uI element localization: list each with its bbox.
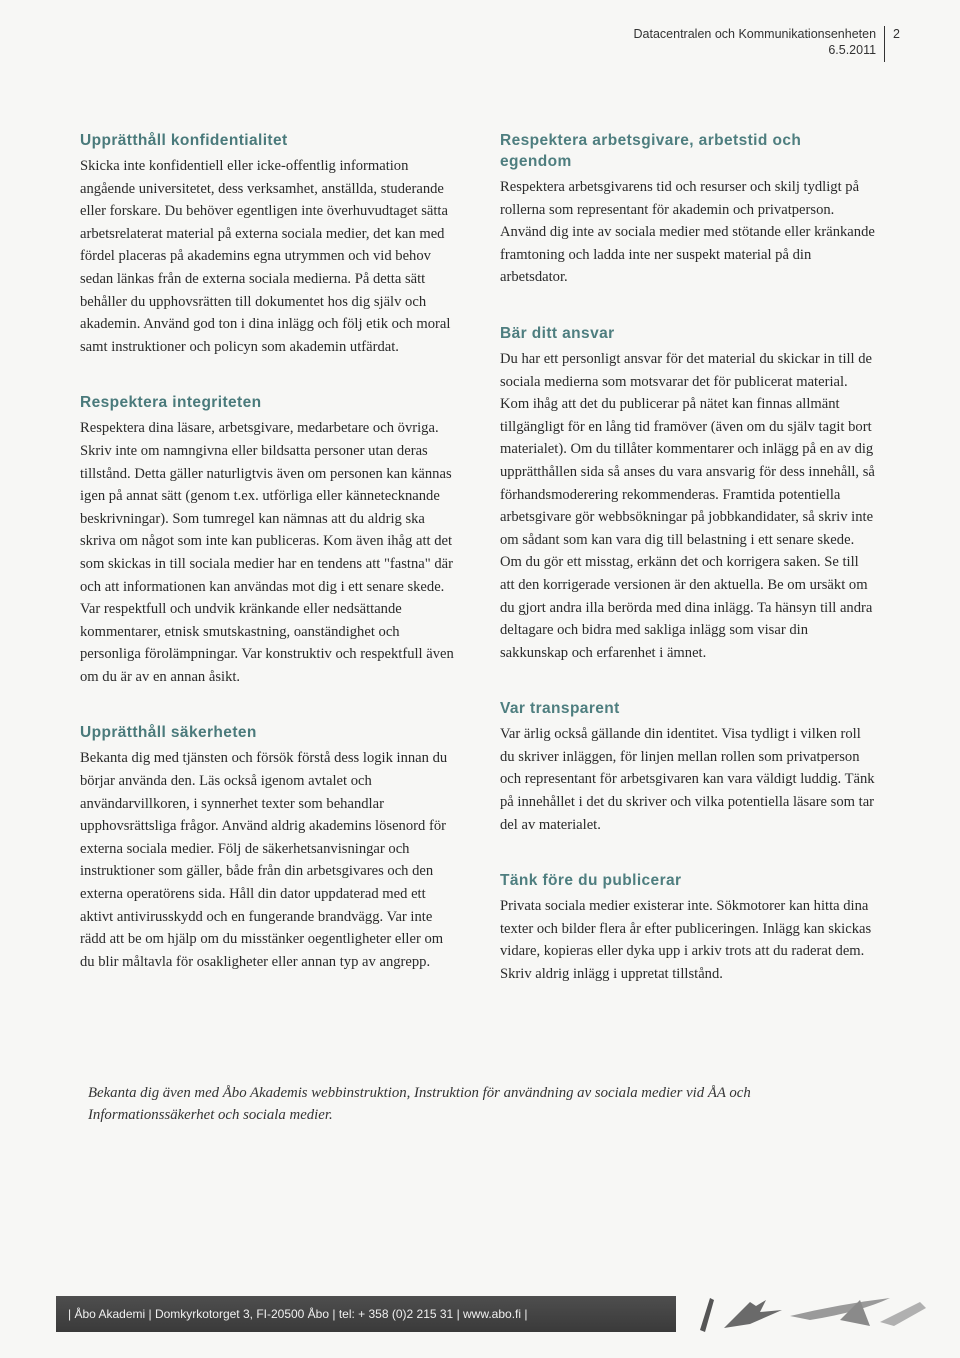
section-transparent (500, 698, 875, 836)
section-heading: Upprätthåll säkerheten (80, 724, 257, 742)
section-heading: Tänk före du publicerar (500, 872, 682, 890)
header-organization: Datacentralen och Kommunikationsenheten (633, 27, 877, 41)
section-body: Respektera dina läsare, arbetsgivare, medarbetare och övriga. Skriv inte om namngivna eller bildsatta personer utan deras tillstånd. Detta gäller naturligtvis även om personen kan kännas igen på annat sätt (genom t.ex. utförliga eller kännetecknande beskrivningar). Som tumregel kan nämnas att du aldrig ska skriva om något som inte kan publiceras. Kom även ihåg att det som skickas in till sociala medier har en tendens att "fastna" där och att informationen kan användas mot dig i ett senare skede. Var respektfull och undvik kränkande eller nedsättande kommentarer, etnisk smutskastning, oanständighet och personliga förolämpningar. Var konstruktiv och respektfull även om du är av en annan åsikt. (80, 420, 454, 685)
section-ansvar (500, 323, 875, 664)
section-publicerar (500, 870, 875, 985)
left-column (80, 130, 455, 1007)
footer-text: | Åbo Akademi | Domkyrkotorget 3, FI-20500 Åbo | tel: + 358 (0)2 215 31 | www.abo.fi | (68, 1307, 528, 1321)
page-header (634, 26, 900, 62)
section-body: Respektera arbetsgivarens tid och resurser och skilj tydligt på rollerna som representant för akademin och privatperson. Använd dig inte av sociala medier med stötande eller kränkande framtoning och ladda inte ner suspekt material på din arbetsdator. (500, 179, 875, 286)
section-body: Bekanta dig med tjänsten och försök förstå dess logik innan du börjar använda den. Läs också igenom avtalet och användarvillkoren, i synnerhet texter som behandlar upphovsrättsliga frågor. Använd aldrig akademins lösenord för externa sociala medier. Följ de säkerhetsanvisningar och instruktioner som gäller, både från din arbetsgivares och den externa operatörens sida. Håll din dator uppdaterad med ett aktivt antivirusskydd och en fungerande brandvägg. Var inte rädd att be om hjälp om du misstänker oegentligheter eller om du blir måltavla för osakligheter eller annan typ av angrepp. (80, 750, 448, 970)
section-heading: Respektera arbetsgivare, arbetstid och egendom (500, 132, 802, 170)
header-org-block (634, 26, 885, 58)
footer-bar (56, 1296, 676, 1332)
section-body: Du har ett personligt ansvar för det material du skickar in till de sociala medierna som motsvarar det för publicerat material. Kom ihåg att det du publicerar på nätet kan finnas allmänt tillgängligt för en lång tid framöver (även om du själv tagit bort materialet). Om du tillåter kommentarer och inlägg på en av dig upprätthållen sida så anses du vara ansvarig för dess innehåll, så förhandsmoderering rekommenderas. Framtida potentiella arbetsgivare gör webbsökningar på jobbkandidater, så skriv inte om sådant som kan vara dig till belastning i ett senare skede. Om du gör ett misstag, erkänn det och korrigera saken. Se till att den korrigerade versionen är den aktuella. Be om ursäkt om du gjort andra illa berörda med dina inlägg. Ta hänsyn till andra deltagare och bidra med sakliga inlägg som visar din sakkunskap och erfarenhet i ämnet. (500, 350, 875, 661)
section-heading: Var transparent (500, 700, 620, 718)
section-heading: Bär ditt ansvar (500, 324, 615, 342)
section-body: Var ärlig också gällande din identitet. Visa tydligt i vilken roll du skriver inläggen, för linjen mellan rollen som privatperson och representant för arbetsgivaren kan vara väldigt luddig. Tänk på innehållet i det du skriver och vilka potentiella läsare som tar del av materialet. (500, 726, 875, 833)
footnote: Bekanta dig även med Åbo Akademis webbinstruktion, Instruktion för användning av sociala medier vid ÅA och Informationssäkerhet och sociala medier. (88, 1085, 751, 1123)
section-heading: Upprätthåll konfidentialitet (80, 132, 288, 149)
section-konfidentialitet (80, 130, 455, 358)
footer-decoration-graphic (690, 1290, 940, 1340)
right-column (500, 130, 875, 1020)
section-body: Privata sociala medier existerar inte. Sökmotorer kan hitta dina texter och bilder flera år efter publiceringen. Inlägg kan skickas vidare, kopieras eller dyka upp i arkiv trots att du raderat dem. Skriv aldrig inlägg i uppretat tillstånd. (500, 898, 872, 983)
header-date: 6.5.2011 (828, 43, 877, 57)
section-integriteten (80, 392, 455, 688)
section-body: Skicka inte konfidentiell eller icke-offentlig information angående universitetet, dess verksamhet, anställda, studerande eller forskare. Du behöver egentligen inte överhuvudtaget sätta arbetsrelaterat material på externa sociala medier, det kan med fördel placeras på akademins egna utrymmen och vid behov sedan länkas från de externa sociala medierna. På detta sätt behåller du upphovsrätten till dokumentet hos dig själv och akademin. Använd god ton i dina inlägg och följ etik och moral samt instruktioner och policyn som akademin utfärdat. (80, 158, 451, 355)
section-heading: Respektera integriteten (80, 394, 262, 412)
page-number: 2 (893, 27, 900, 41)
section-sakerheten (80, 722, 455, 973)
section-arbetsgivare (500, 130, 875, 289)
